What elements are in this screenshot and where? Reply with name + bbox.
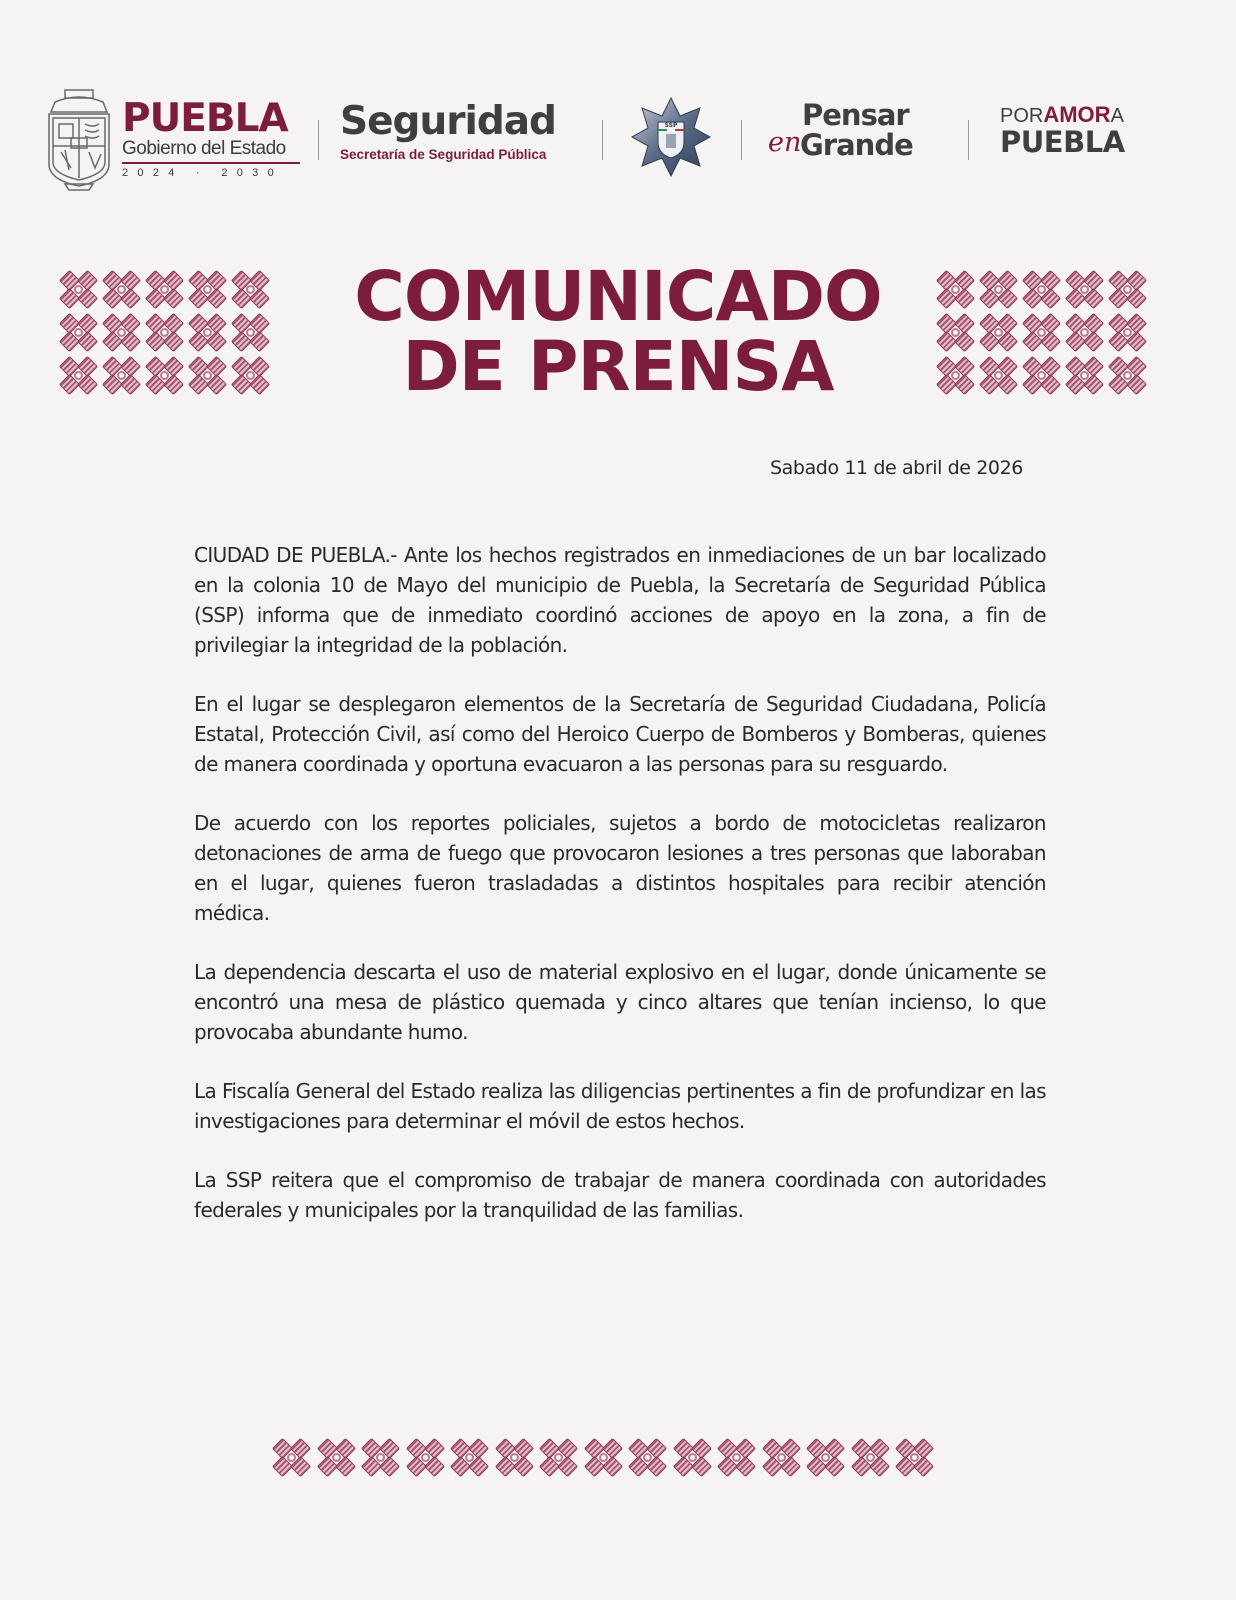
press-release-body	[194, 540, 1046, 1254]
pattern-tile-icon	[100, 268, 143, 311]
logo-divider	[318, 120, 319, 160]
seguridad-wordmark: Seguridad	[340, 99, 556, 144]
por-word: POR	[1000, 105, 1044, 127]
pattern-tile-icon	[760, 1436, 803, 1479]
pattern-tile-icon	[977, 354, 1020, 397]
pattern-tile-icon	[359, 1436, 402, 1479]
pattern-tile-icon	[1063, 268, 1106, 311]
puebla-government-logo	[122, 96, 300, 179]
pattern-tile-icon	[1020, 311, 1063, 354]
pattern-tile-icon	[186, 354, 229, 397]
por-amor-a-puebla-logo	[1000, 104, 1152, 157]
pattern-tile-icon	[143, 268, 186, 311]
pattern-tile-icon	[229, 311, 272, 354]
en-script-word: en	[768, 127, 802, 158]
puebla-coat-of-arms-icon	[45, 86, 113, 194]
pattern-tile-icon	[715, 1436, 758, 1479]
gobierno-del-estado-label: Gobierno del Estado	[122, 138, 300, 164]
pattern-tile-icon	[1063, 354, 1106, 397]
pattern-tile-icon	[493, 1436, 536, 1479]
pattern-tile-icon	[143, 311, 186, 354]
pensar-en-grande-logo	[768, 100, 946, 162]
paragraph: CIUDAD DE PUEBLA.- Ante los hechos registrados en inmediaciones de un bar localizado en la colonia 10 de Mayo del municipio de Puebla, la Secretaría de Seguridad Pública (SSP) informa que de inmediato coordinó acciones de apoyo en la zona, a fin de privilegiar la integridad de la población.	[194, 543, 1046, 657]
paragraph: La dependencia descarta el uso de material explosivo en el lugar, donde únicamente se encontró una mesa de plástico quemada y cinco altares que tenían incienso, lo que provocaba abundante humo.	[194, 960, 1046, 1044]
pattern-tile-icon	[229, 268, 272, 311]
seguridad-subtitle: Secretaría de Seguridad Pública	[340, 147, 547, 162]
amor-word: AMOR	[1043, 102, 1111, 127]
pattern-tile-icon	[57, 311, 100, 354]
pattern-tile-icon	[977, 268, 1020, 311]
pattern-tile-icon	[229, 354, 272, 397]
term-years: 2024 · 2030	[122, 167, 284, 179]
paragraph: De acuerdo con los reportes policiales, sujetos a bordo de motocicletas realizaron detonaciones de arma de fuego que provocaron lesiones a tres personas que laboraban en el lugar, quienes fueron trasladadas a distintos hospitales para recibir atención médica.	[194, 811, 1046, 925]
pattern-tile-icon	[893, 1436, 936, 1479]
pensar-word: Pensar	[802, 98, 909, 132]
title-line-1: COMUNICADO	[354, 257, 882, 337]
pattern-tile-icon	[537, 1436, 580, 1479]
a-word: A	[1110, 105, 1124, 127]
title-line-2: DE PRENSA	[402, 327, 834, 407]
pattern-tile-icon	[448, 1436, 491, 1479]
logo-divider	[741, 120, 742, 160]
page-title	[300, 257, 936, 407]
decorative-pattern-left	[57, 268, 272, 397]
decorative-pattern-right	[934, 268, 1149, 397]
pattern-tile-icon	[1106, 268, 1149, 311]
pattern-tile-icon	[934, 268, 977, 311]
logo-divider	[968, 120, 969, 160]
pattern-tile-icon	[57, 268, 100, 311]
pattern-tile-icon	[315, 1436, 358, 1479]
grande-word: Grande	[800, 128, 913, 162]
pattern-tile-icon	[934, 354, 977, 397]
pattern-tile-icon	[270, 1436, 313, 1479]
police-star-badge-icon	[630, 96, 712, 178]
paragraph: En el lugar se desplegaron elementos de la Secretaría de Seguridad Ciudadana, Policía Estatal, Protección Civil, así como del Heroico Cuerpo de Bomberos y Bomberas, quienes de manera coordinada y oportuna evacuaron a las personas para su resguardo.	[194, 692, 1046, 776]
pattern-tile-icon	[100, 354, 143, 397]
seguridad-logo	[340, 100, 556, 162]
logo-divider	[602, 120, 603, 160]
svg-text:SSP: SSP	[664, 122, 678, 129]
puebla-word: PUEBLA	[1000, 125, 1125, 159]
pattern-tile-icon	[404, 1436, 447, 1479]
pattern-tile-icon	[143, 354, 186, 397]
pattern-tile-icon	[934, 311, 977, 354]
decorative-pattern-footer	[270, 1436, 938, 1479]
pattern-tile-icon	[1106, 311, 1149, 354]
pattern-tile-icon	[57, 354, 100, 397]
pattern-tile-icon	[186, 311, 229, 354]
pattern-tile-icon	[977, 311, 1020, 354]
pattern-tile-icon	[1020, 354, 1063, 397]
paragraph: La Fiscalía General del Estado realiza las diligencias pertinentes a fin de profundizar en las investigaciones para determinar el móvil de estos hechos.	[194, 1079, 1046, 1133]
pattern-tile-icon	[100, 311, 143, 354]
puebla-wordmark: PUEBLA	[122, 96, 288, 141]
pattern-tile-icon	[1106, 354, 1149, 397]
publication-date: Sabado 11 de abril de 2026	[770, 457, 1023, 479]
pattern-tile-icon	[582, 1436, 625, 1479]
pattern-tile-icon	[804, 1436, 847, 1479]
pattern-tile-icon	[849, 1436, 892, 1479]
pattern-tile-icon	[1063, 311, 1106, 354]
pattern-tile-icon	[1020, 268, 1063, 311]
paragraph: La SSP reitera que el compromiso de trabajar de manera coordinada con autoridades federales y municipales por la tranquilidad de las familias.	[194, 1168, 1046, 1222]
pattern-tile-icon	[671, 1436, 714, 1479]
pattern-tile-icon	[626, 1436, 669, 1479]
pattern-tile-icon	[186, 268, 229, 311]
